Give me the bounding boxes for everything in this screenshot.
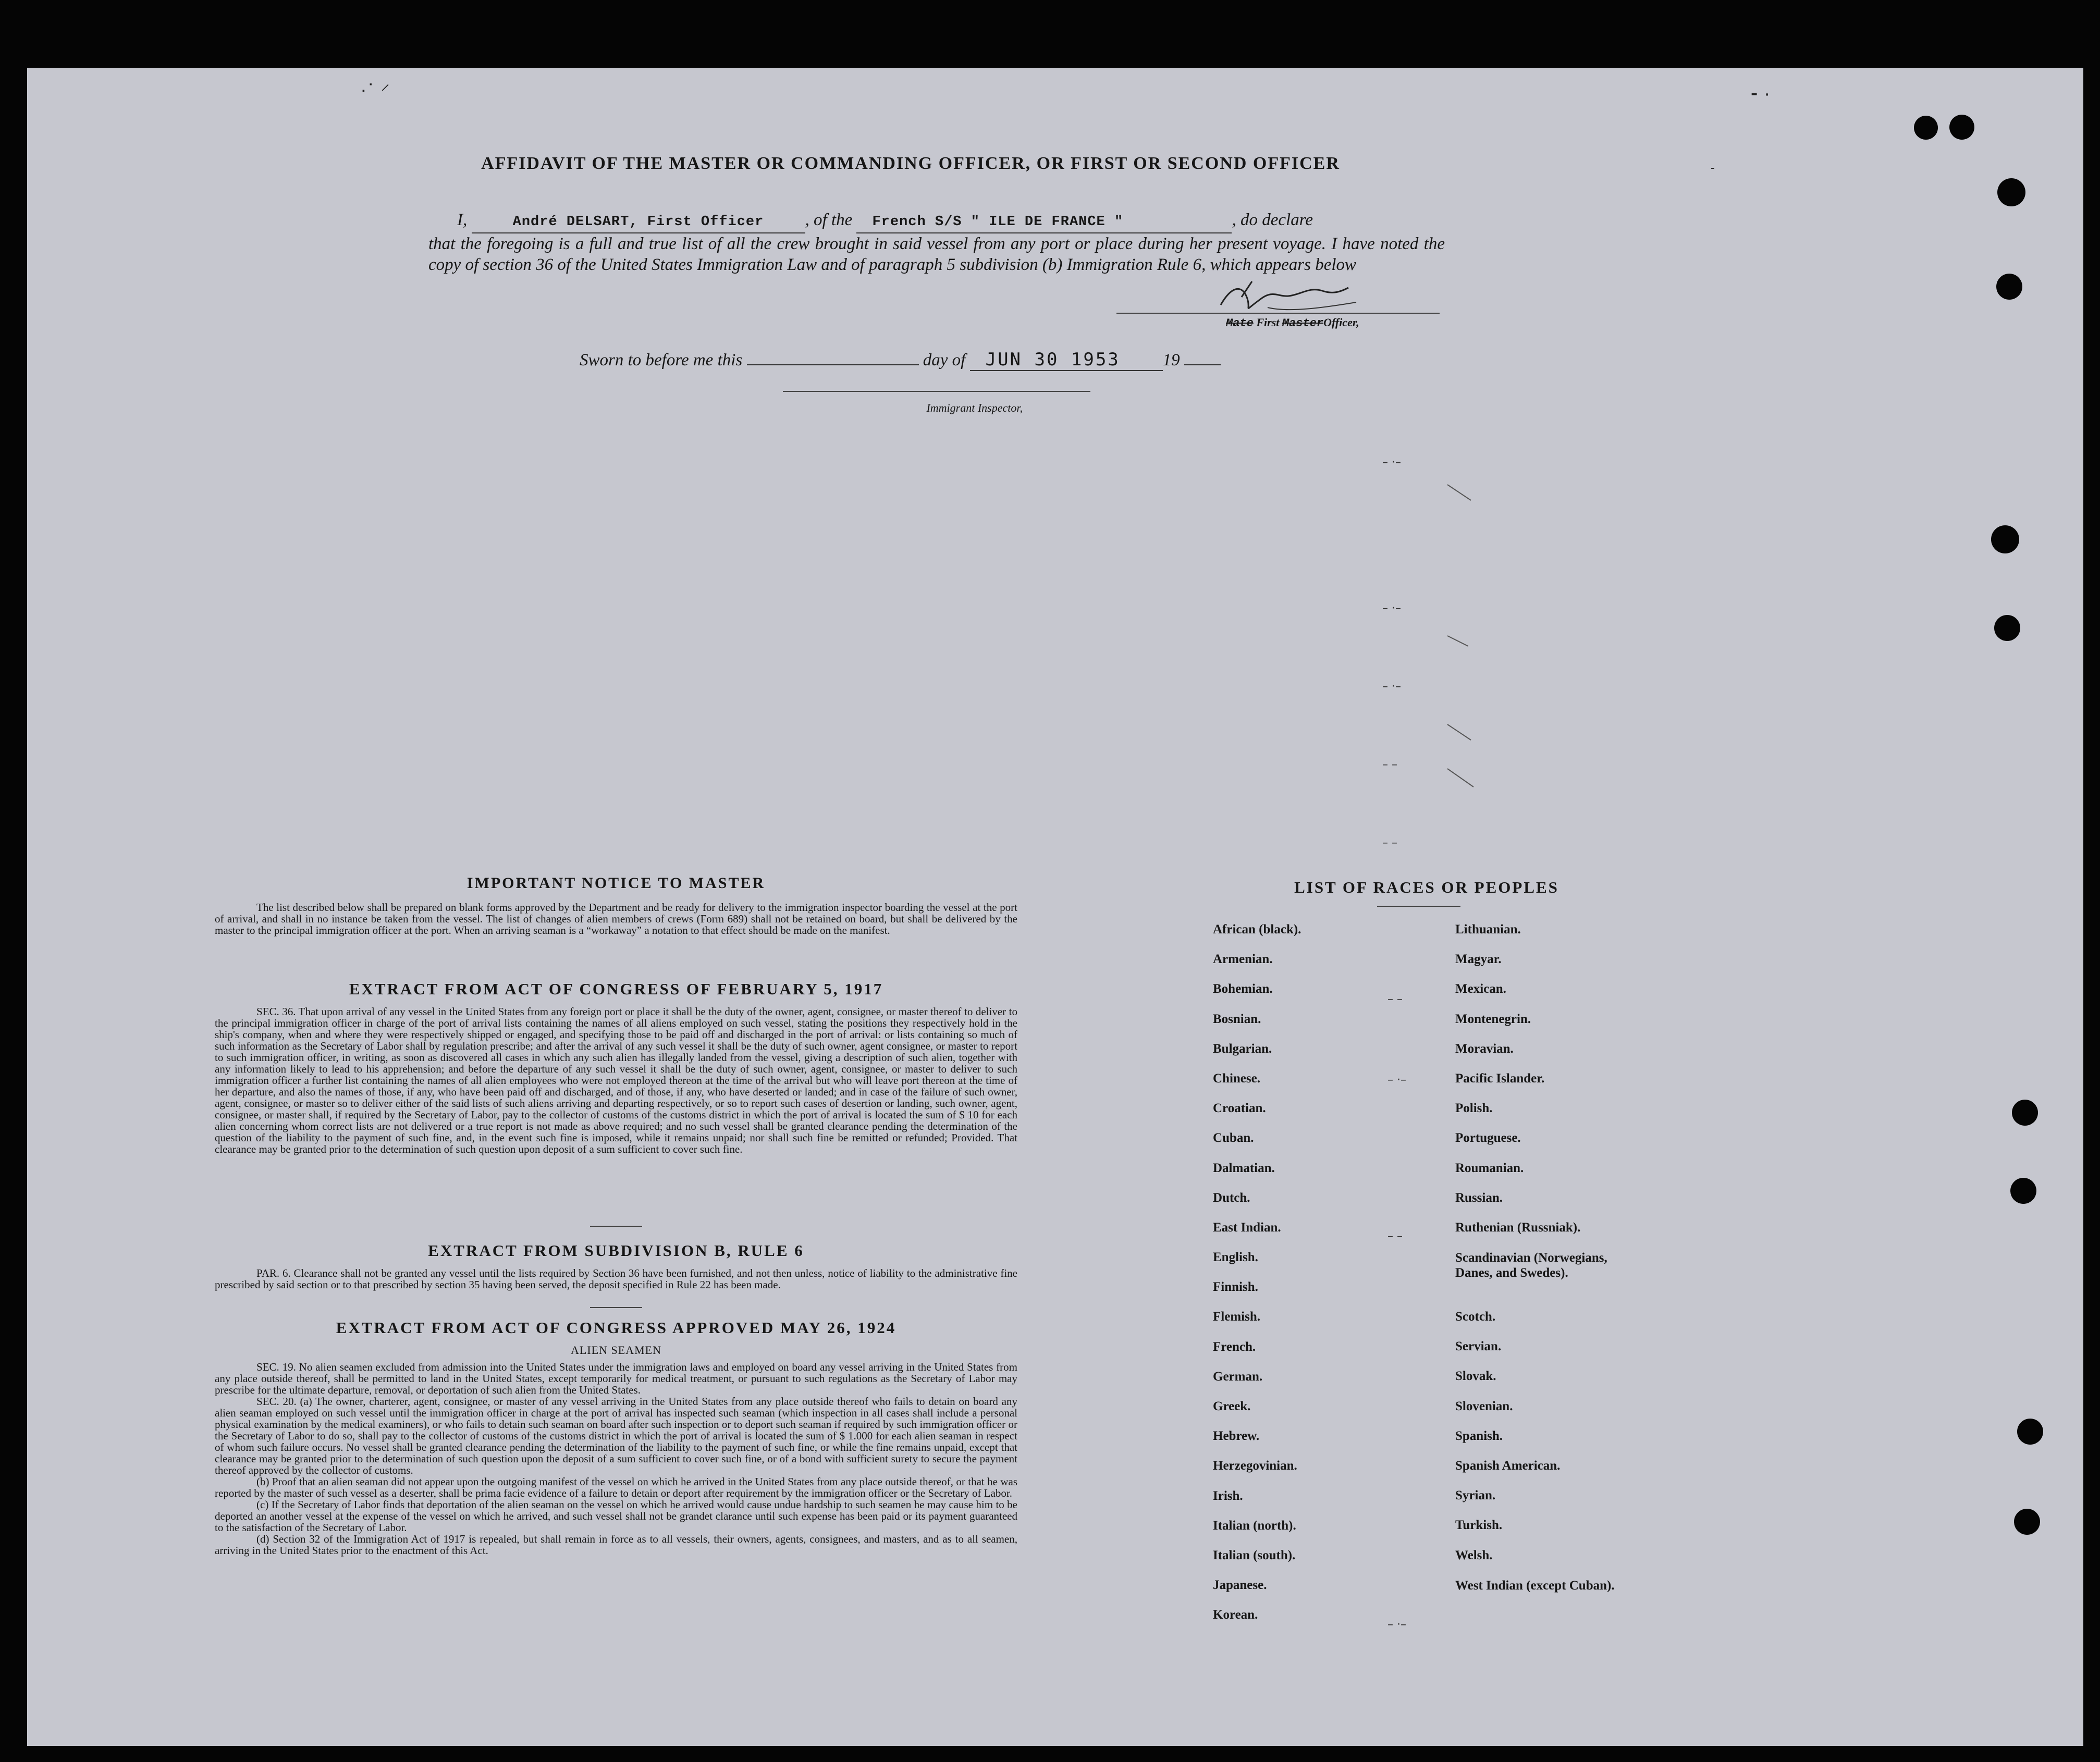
race-item: Chinese. <box>1213 1071 1260 1086</box>
race-item: Servian. <box>1455 1339 1502 1354</box>
race-item: Spanish American. <box>1455 1459 1561 1473</box>
race-item: Herzegovinian. <box>1213 1459 1297 1473</box>
race-item: Pacific Islander. <box>1455 1071 1545 1086</box>
races-title-rule <box>1377 906 1460 907</box>
sec-20a-paragraph: SEC. 20. (a) The owner, charterer, agent, consignee, or master of any vessel arriving in the United States from any place outside thereof who fails to detain on board any alien seaman employed on such vessel until the immigration officer in charge at the port of arrival has inspected such seaman (which inspection in all cases shall include a personal physical examination by the medical examiners), or who fails to detain such seaman on board after such inspection or to deport such seaman if required by such immigration officer or the Secretary of Labor to do so, shall pay to the collector of customs of the customs district in which the port of arrival is located the sum of $ 1.000 for each alien seaman in respect of whom such failure occurs. No vessel shall be granted clearance pending the determination of the liability to the payment of such fine, or while the fine remains unpaid, except that clearance may be granted prior to the determination of such question upon the deposit of a sum sufficient to cover such fine, or of a bond with sufficient surety to secure the payment thereof approved by the collector of customs. <box>215 1395 1017 1476</box>
punch-hole <box>2017 1419 2043 1445</box>
bleed-mark: – ·– <box>1382 602 1401 615</box>
race-item: African (black). <box>1213 922 1301 937</box>
extract-1917-title: EXTRACT FROM ACT OF CONGRESS OF FEBRUARY 5, 1917 <box>349 980 883 998</box>
bleed-strokes <box>1445 479 1476 813</box>
race-item: Slovak. <box>1455 1369 1496 1384</box>
race-item: Finnish. <box>1213 1280 1258 1295</box>
speck-mark: ⁃ · <box>1750 84 1770 105</box>
extract-1917-text: SEC. 36. That upon arrival of any vessel in the United States from any foreign port or place it shall be the duty of the owner, agent, consignee, or master thereof to deliver to the principal immigration officer in charge of the port of arrival lists containing the names of all aliens employed on such vessel, stating the positions they respectively hold in the ship's company, when and where they were respectively shipped or engaged, and specifying those to be paid off and discharged in the port of arrival: or lists containing so much of such information as the Secretary of Labor shall by regulation prescribe; and after the arrival of any such vessel it shall be the duty of such owner, agent consignee, or master to report to such immigration officer, in writing, as soon as discovered all cases in which any such alien has illegally landed from the vessel, giving a description of such alien, together with any information likely to lead to his apprehension; and before the departure of any such vessel it shall be the duty of such owner, agent, consignee, or master to deliver to such immigration officer a further list containing the names of all alien employees who were not employed thereon at the time of the arrival but who will leave port thereon at the time of her departure, and also the names of those, if any, who have been paid off and discharged, and of those, if any, who have deserted or landed; and in case of the failure of such owner, agent, consignee, or master so to deliver either of the said lists of such aliens arriving and departing respectively, or so to report such cases of desertion or landing, such owner, agent, consignee, or master shall, if required by the Secretary of Labor, pay to the collector of customs of the customs district in which the port of arrival is located the sum of $ 10 for each alien concerning whom correct lists are not delivered or a true report is not made as above required; and no such vessel shall be granted clearance pending the determination of the question of the liability to the payment of such fine, and, in the event such fine is imposed, while it remains unpaid; nor shall such fine be remitted or refunded; Provided. That clearance may be granted prior to the determination of such question upon deposit of a sum sufficient to cover such fine. <box>215 1005 1017 1155</box>
extract-1924-title: EXTRACT FROM ACT OF CONGRESS APPROVED MAY 26, 1924 <box>336 1319 897 1337</box>
alien-seamen-subtitle: ALIEN SEAMEN <box>571 1344 661 1357</box>
extract-rule6-title: EXTRACT FROM SUBDIVISION B, RULE 6 <box>428 1241 804 1260</box>
officer-name-field <box>472 210 805 233</box>
punch-hole <box>1991 525 2019 553</box>
race-item: Slovenian. <box>1455 1399 1513 1413</box>
bleed-mark: – ·– <box>1382 456 1401 469</box>
signature-first: First <box>1256 316 1280 329</box>
race-item: Portuguese. <box>1455 1131 1521 1145</box>
punch-hole <box>1997 178 2025 206</box>
race-item: Cuban. <box>1213 1131 1254 1145</box>
bleed-mark: – ·– <box>1387 1618 1406 1631</box>
speck-mark: ‐ <box>1711 162 1715 175</box>
affidavit-pronoun: I, <box>457 211 468 229</box>
bleed-mark: – – <box>1382 758 1397 771</box>
race-item: East Indian. <box>1213 1220 1281 1235</box>
punch-hole <box>2012 1100 2038 1126</box>
sec-20b-paragraph: (b) Proof that an alien seaman did not appear upon the outgoing manifest of the vessel on which he arrived in the United States from any place outside thereof, or that he was reported by the master of such vessel as a deserter, shall be prima facie evidence of a failure to detain or deport after requirement by the immigration officer or the Secretary of Labor. <box>215 1475 1017 1499</box>
races-left-column <box>1213 922 1301 1638</box>
year-prefix: 19 <box>1162 351 1180 369</box>
section-divider <box>590 1226 642 1227</box>
race-item: Syrian. <box>1455 1488 1496 1503</box>
races-right-column <box>1455 922 1643 1608</box>
race-item: Croatian. <box>1213 1101 1266 1116</box>
race-item: English. <box>1213 1250 1258 1265</box>
race-item: Roumanian. <box>1455 1161 1524 1175</box>
race-item: Dalmatian. <box>1213 1161 1275 1175</box>
race-item: Scotch. <box>1455 1310 1496 1324</box>
race-item: Bosnian. <box>1213 1012 1261 1026</box>
race-item: Scandinavian (Norwegians, Danes, and Swedes). <box>1455 1251 1607 1280</box>
bleed-mark: – ·– <box>1387 1074 1406 1087</box>
section-divider <box>590 1307 642 1308</box>
extract-1924-text <box>215 1361 1017 1556</box>
signature-officer: Officer, <box>1323 316 1359 329</box>
struck-title-master: Master <box>1282 317 1324 330</box>
race-item: West Indian (except Cuban). <box>1455 1578 1615 1593</box>
race-item: Japanese. <box>1213 1578 1267 1593</box>
inspector-signature-line <box>783 391 1090 392</box>
race-item: Bulgarian. <box>1213 1041 1272 1056</box>
notice-text: The list described below shall be prepared on blank forms approved by the Department and be ready for delivery to the immigration inspector boarding the vessel at the port of arrival, and shall in no instance be taken from the vessel. The list of changes of alien members of crews (Form 689) shall not be retained on board, but shall be delivered by the master to the principal immigration officer at the port. When an arriving seaman is a “workaway” a notation to that effect should be made on the manifest. <box>215 901 1017 937</box>
sworn-text: Sworn to before me this <box>580 351 743 369</box>
punch-hole <box>1914 116 1938 140</box>
punch-hole <box>1996 274 2022 300</box>
bleed-mark: – – <box>1387 993 1403 1006</box>
of-the-text: , of the <box>805 211 853 229</box>
vessel-name: French S/S " ILE DE FRANCE " <box>872 214 1124 230</box>
signature-line <box>1116 313 1440 314</box>
signature-label <box>1226 316 1359 330</box>
race-item: Moravian. <box>1455 1041 1514 1056</box>
declare-text: , do declare <box>1232 211 1313 229</box>
race-item: Lithuanian. <box>1455 922 1521 937</box>
punch-hole <box>1949 115 1974 140</box>
race-item: Montenegrin. <box>1455 1012 1531 1026</box>
races-list-title: LIST OF RACES OR PEOPLES <box>1294 878 1559 896</box>
race-item: Italian (north). <box>1213 1518 1296 1533</box>
race-item: Russian. <box>1455 1190 1503 1205</box>
punch-hole <box>2010 1178 2036 1204</box>
extract-rule6-text: PAR. 6. Clearance shall not be granted any vessel until the lists required by Section 36 have been furnished, and not then unless, notice of liability to the administrative fine prescribed by said section or to that prescribed by section 35 having been served, the deposit specified in Rule 22 has been made. <box>215 1267 1017 1291</box>
race-item: Ruthenian (Russniak). <box>1455 1220 1581 1235</box>
inspector-label: Immigrant Inspector, <box>926 401 1023 414</box>
punch-hole <box>2014 1509 2040 1535</box>
affidavit-declaration: that the foregoing is a full and true list of all the crew brought in said vessel from any port or place during her present voyage. I have noted the copy of section 36 of the United States Immigration Law and of paragraph 5 subdivision (b) Immigration Rule 6, which appears below <box>428 235 1445 274</box>
race-item: Dutch. <box>1213 1190 1250 1205</box>
race-item: Bohemian. <box>1213 982 1273 996</box>
race-item: Flemish. <box>1213 1310 1260 1324</box>
year-field <box>1184 364 1221 365</box>
affidavit-body <box>428 210 1445 275</box>
struck-title-mate: Mate <box>1226 317 1254 330</box>
date-stamp: JUN 30 1953 <box>985 349 1120 370</box>
bleed-mark: – – <box>1382 836 1397 849</box>
sworn-date-field <box>970 349 1163 371</box>
sec-20d-paragraph: (d) Section 32 of the Immigration Act of 1917 is repealed, but shall remain in force as to all vessels, their owners, agents, consignees, and masters, and as to all seamen, arriving in the United States prior to the enactment of this Act. <box>215 1533 1017 1557</box>
race-item: Mexican. <box>1455 982 1506 996</box>
bleed-mark: – ·– <box>1382 680 1401 693</box>
race-item: Magyar. <box>1455 952 1502 967</box>
race-item: Greek. <box>1213 1399 1251 1413</box>
race-item: Korean. <box>1213 1608 1258 1622</box>
race-item: Hebrew. <box>1213 1429 1260 1444</box>
document-page <box>27 68 2083 1746</box>
sworn-day-field <box>747 364 919 365</box>
sworn-line <box>580 349 1221 371</box>
affidavit-title: AFFIDAVIT OF THE MASTER OR COMMANDING OFFICER, OR FIRST OR SECOND OFFICER <box>481 154 1340 173</box>
vessel-field <box>856 210 1232 233</box>
officer-name: André DELSART, First Officer <box>512 214 764 230</box>
notice-title: IMPORTANT NOTICE TO MASTER <box>466 874 766 892</box>
race-item: French. <box>1213 1339 1256 1354</box>
bleed-mark: – – <box>1387 1230 1403 1243</box>
speck-mark: ·˙ ⸍ <box>361 81 390 102</box>
race-item: Spanish. <box>1455 1428 1503 1443</box>
race-item: Welsh. <box>1455 1548 1493 1562</box>
punch-hole <box>1994 615 2020 641</box>
race-item: Turkish. <box>1455 1518 1503 1533</box>
race-item: Italian (south). <box>1213 1548 1296 1562</box>
day-of-text: day of <box>923 351 966 369</box>
race-item: Irish. <box>1213 1488 1243 1503</box>
race-item: Armenian. <box>1213 952 1273 967</box>
race-item: German. <box>1213 1369 1263 1384</box>
race-item: Polish. <box>1455 1101 1493 1116</box>
sec-19-paragraph: SEC. 19. No alien seamen excluded from admission into the United States under the immigration laws and employed on board any vessel arriving in the United States from any place outside thereof, shall be permitted to land in the United States, except temporarily for medical treatment, or pursuant to such regulations as the Secretary of Labor may prescribe for the ultimate departure, removal, or deportation of such alien from the United States. <box>215 1361 1017 1396</box>
sec-20c-paragraph: (c) If the Secretary of Labor finds that deportation of the alien seaman on the vessel on which he arrived would cause undue hardship to such seamen he may cause him to be deported an another vessel at the expense of the vessel on which he arrived, and such vessel shall not be grandet clarance until such expense has been paid or its payment guaranteed to the satisfaction of the Secretary of Labor. <box>215 1498 1017 1534</box>
